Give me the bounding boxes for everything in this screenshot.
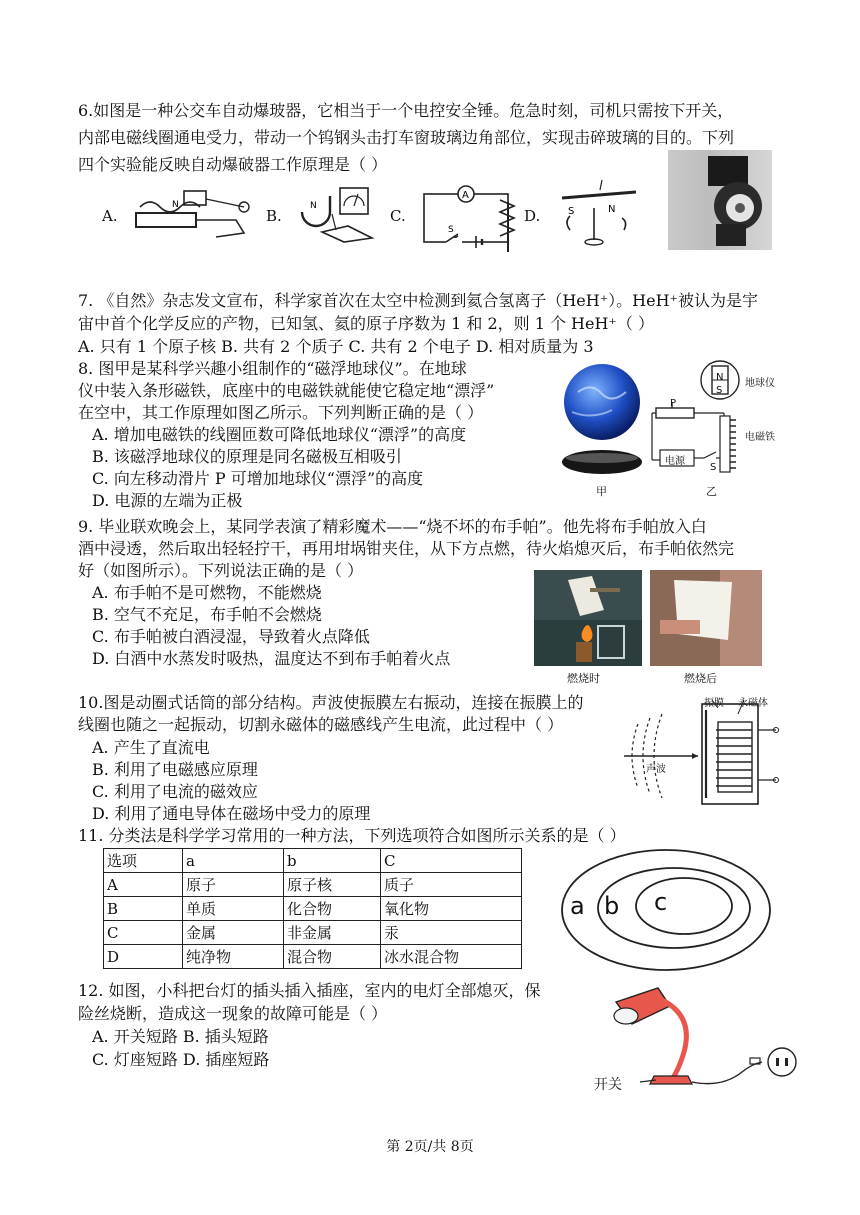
q12-line-1: 12. 如图，小科把台灯的插头插入插座，室内的电灯全部熄灭，保 <box>78 981 541 1000</box>
q9-line-1: 9. 毕业联欢晚会上，某同学表演了精彩魔术——“烧不坏的布手帕”。他先将布手帕放入白 <box>78 517 707 536</box>
switch-s-label: S <box>710 462 717 473</box>
q10-line-1: 10.图是动圈式话筒的部分结构。声波使振膜左右振动，连接在振膜上的 <box>78 693 584 712</box>
q9-line-2: 酒中浸透，然后取出轻轻拧干，再用坩埚钳夹住，从下方点燃，待火焰熄灭后，布手帕依然完 <box>78 539 735 558</box>
q7-line-2: 宙中首个化学反应的产物，已知氢、氦的原子序数为 1 和 2，则 1 个 HeH⁺（ ） <box>78 314 654 333</box>
q6-line-3: 四个实验能反映自动爆破器工作原理是（ ） <box>78 155 388 174</box>
classification-table <box>103 848 522 969</box>
q8-option-b: B. 该磁浮地球仪的原理是同名磁极互相吸引 <box>92 447 402 466</box>
table-cell: 金属 <box>183 921 284 945</box>
q9-line-3: 好（如图所示）。下列说法正确的是（ ） <box>78 561 364 580</box>
table-cell: 纯净物 <box>183 945 284 969</box>
maglev-globe-figure <box>556 362 646 482</box>
svg-text:S: S <box>448 225 454 235</box>
table-cell: B <box>104 897 183 921</box>
caption-after-burning: 燃烧后 <box>684 672 717 685</box>
globe-label: 地球仪 <box>745 378 775 389</box>
page-number: 第 2页/共 8页 <box>386 1139 474 1155</box>
table-header-cell: C <box>381 849 522 873</box>
table-row <box>104 897 522 921</box>
q10-option-b: B. 利用了电磁感应原理 <box>92 760 258 779</box>
electromagnet-label: 电磁铁 <box>745 432 775 443</box>
venn-label-c: c <box>654 888 668 916</box>
bus-breaker-photo <box>668 150 772 250</box>
q6-option-d: D. <box>524 207 541 225</box>
q8-line-3: 在空中，其工作原理如图乙所示。下列判断正确的是（ ） <box>78 403 484 422</box>
label-jia: 甲 <box>596 485 607 498</box>
q6-line-1: 6.如图是一种公交车自动爆玻器，它相当于一个电控安全锤。危急时刻，司机只需按下开关， <box>78 101 734 120</box>
q12-option-cd: C. 灯座短路 D. 插座短路 <box>92 1050 270 1069</box>
q8-option-a: A. 增加电磁铁的线圈匝数可降低地球仪“漂浮”的高度 <box>92 425 467 444</box>
q6-option-b: B. <box>266 207 282 225</box>
desk-lamp-figure <box>592 984 802 1094</box>
q6-line-2: 内部电磁线圈通电受力，带动一个钨钢头击打车窗玻璃边角部位，实现击碎玻璃的目的。下列 <box>78 128 735 147</box>
table-cell: 混合物 <box>284 945 381 969</box>
s-pole: S <box>716 385 723 396</box>
q12-line-2: 险丝烧断，造成这一现象的故障可能是（ ） <box>78 1004 388 1023</box>
table-header-cell: b <box>284 849 381 873</box>
svg-text:N: N <box>172 200 179 210</box>
switch-label: 开关 <box>594 1077 622 1093</box>
q10-option-a: A. 产生了直流电 <box>92 738 210 757</box>
q9-option-d: D. 白酒中水蒸发时吸热，温度达不到布手帕着火点 <box>92 649 451 668</box>
q10-option-d: D. 利用了通电导体在磁场中受力的原理 <box>92 804 371 823</box>
q10-line-2: 线圈也随之一起振动，切割永磁体的磁感线产生电流，此过程中（ ） <box>78 715 564 734</box>
q7-options: A. 只有 1 个原子核 B. 共有 2 个质子 C. 共有 2 个电子 D. 相对质量为 3 <box>78 337 594 356</box>
caption-burning: 燃烧时 <box>567 672 600 685</box>
diaphragm-label: 振膜 <box>704 698 724 709</box>
slider-p-label: P <box>670 398 677 409</box>
after-burning-photo <box>650 570 762 666</box>
table-cell: 原子核 <box>284 873 381 897</box>
table-row <box>104 945 522 969</box>
power-label: 电源 <box>665 456 685 467</box>
table-cell: A <box>104 873 183 897</box>
svg-text:N: N <box>310 201 317 211</box>
table-cell: C <box>104 921 183 945</box>
table-row <box>104 873 522 897</box>
table-cell: 非金属 <box>284 921 381 945</box>
table-header-cell: 选项 <box>104 849 183 873</box>
label-yi: 乙 <box>706 485 717 498</box>
q8-line-1: 8. 图甲是某科学兴趣小组制作的“磁浮地球仪”。在地球 <box>78 359 467 378</box>
q6-option-a: A. <box>102 207 118 225</box>
q6-figure-d <box>550 178 650 250</box>
q12-option-ab: A. 开关短路 B. 插头短路 <box>92 1027 269 1046</box>
q10-option-c: C. 利用了电流的磁效应 <box>92 782 258 801</box>
q9-option-b: B. 空气不充足，布手帕不会燃烧 <box>92 605 322 624</box>
q6-figure-b <box>292 182 392 248</box>
q9-option-a: A. 布手帕不是可燃物，不能燃烧 <box>92 583 322 602</box>
table-cell: 氧化物 <box>381 897 522 921</box>
q9-option-c: C. 布手帕被白酒浸湿，导致着火点降低 <box>92 627 370 646</box>
q6-option-c: C. <box>390 207 406 225</box>
n-pole: N <box>716 372 724 383</box>
table-cell: 汞 <box>381 921 522 945</box>
permanent-magnet-label: 永磁体 <box>738 698 768 709</box>
q7-line-1: 7. 《自然》杂志发文宣布，科学家首次在太空中检测到氦合氢离子（HeH⁺）。HeH⁺被认为是宇 <box>78 291 758 310</box>
svg-text:S: S <box>568 206 575 217</box>
q6-figure-a <box>126 185 258 247</box>
svg-text:A: A <box>462 190 469 201</box>
venn-label-b: b <box>604 892 620 920</box>
q11-question: 11. 分类法是科学学习常用的一种方法，下列选项符合如图所示关系的是（ ） <box>78 826 626 845</box>
table-row <box>104 921 522 945</box>
q8-option-d: D. 电源的左端为正极 <box>92 491 243 510</box>
q8-option-c: C. 向左移动滑片 P 可增加地球仪“漂浮”的高度 <box>92 469 424 488</box>
table-cell: 化合物 <box>284 897 381 921</box>
table-cell: 质子 <box>381 873 522 897</box>
q6-figure-c <box>418 182 528 254</box>
table-cell: D <box>104 945 183 969</box>
table-cell: 冰水混合物 <box>381 945 522 969</box>
microphone-figure <box>620 694 780 810</box>
table-cell: 单质 <box>183 897 284 921</box>
sound-wave-label: 声波 <box>646 764 666 775</box>
table-header-cell: a <box>183 849 284 873</box>
svg-text:N: N <box>608 204 616 215</box>
table-cell: 原子 <box>183 873 284 897</box>
venn-label-a: a <box>570 892 585 920</box>
q8-line-2: 仪中装入条形磁铁，底座中的电磁铁就能使它稳定地“漂浮” <box>78 381 495 400</box>
table-header-row <box>104 849 522 873</box>
burning-photo <box>534 570 642 666</box>
